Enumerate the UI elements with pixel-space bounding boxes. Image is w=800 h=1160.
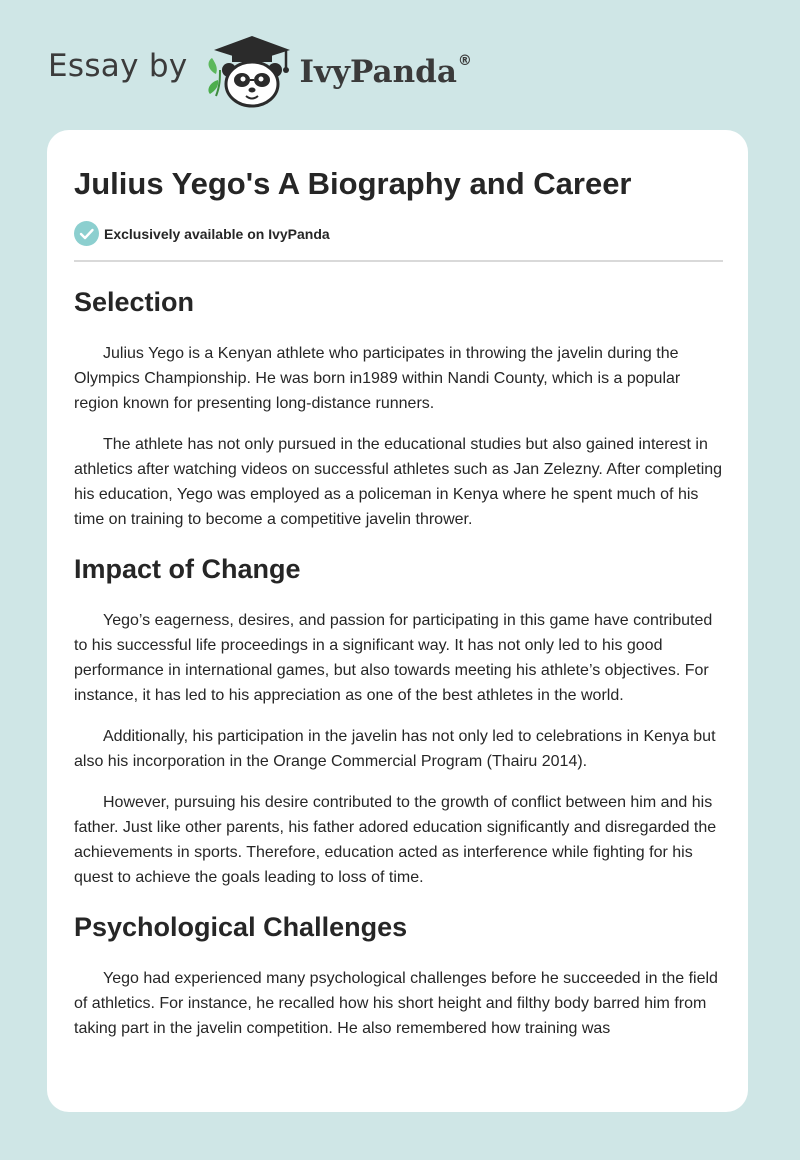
- page-title: Julius Yego's A Biography and Career: [74, 166, 632, 201]
- check-circle-icon: [74, 221, 99, 246]
- paragraph: The athlete has not only pursued in the educational studies but also gained interest in athletics after watching videos on successful athletes such as Jan Zelezny. After completing his education, Yego was employed as a policeman in Kenya where he spent much of his time on training to become a competitive javelin thrower.: [74, 436, 723, 528]
- section-heading-impact-of-change: Impact of Change: [74, 554, 301, 584]
- paragraph: Yego’s eagerness, desires, and passion for participating in this game have contributed to his successful life proceedings in a significant way. It has not only led to his good performance in international games, but also towards meeting his athlete’s objectives. For instance, it has led to his appreciation as one of the best athletes in the world.: [74, 612, 713, 704]
- panda-graduation-cap-icon: [202, 30, 298, 110]
- leaf-icon: [208, 58, 220, 96]
- divider: [74, 260, 723, 262]
- section-heading-selection: Selection: [74, 287, 195, 317]
- section-heading-psychological-challenges: Psychological Challenges: [74, 912, 408, 942]
- paragraph: Julius Yego is a Kenyan athlete who participates in throwing the javelin during the Olympics Championship. He was born in1989 within Nandi County, which is a popular region known for presenting long-distance runners.: [74, 345, 681, 412]
- paragraph: Yego had experienced many psychological challenges before he succeeded in the field of athletics. For instance, he recalled how his short height and filthy body barred him from taking part in the javelin competition. He also remembered how training was: [74, 970, 718, 1037]
- exclusive-label: Exclusively available on IvyPanda: [104, 225, 330, 242]
- brand-name: IvyPanda®: [299, 52, 472, 90]
- registered-mark: ®: [457, 52, 472, 69]
- essay-body: [74, 280, 723, 1041]
- paragraph: Additionally, his participation in the javelin has not only led to celebrations in Kenya but also his incorporation in the Orange Commercial Program (Thairu 2014).: [74, 728, 716, 770]
- ivypanda-logo[interactable]: [202, 30, 472, 110]
- exclusive-badge: [74, 221, 330, 246]
- essay-by-label: Essay by: [48, 48, 188, 84]
- essay-card: [47, 130, 748, 1112]
- paragraph: However, pursuing his desire contributed to the growth of conflict between him and his father. Just like other parents, his father adored education significantly and disregarded the achievements in sports. Therefore, education acted as interference while fighting for his quest to achieve the goals leading to loss of time.: [74, 794, 717, 886]
- site-header: [48, 30, 472, 110]
